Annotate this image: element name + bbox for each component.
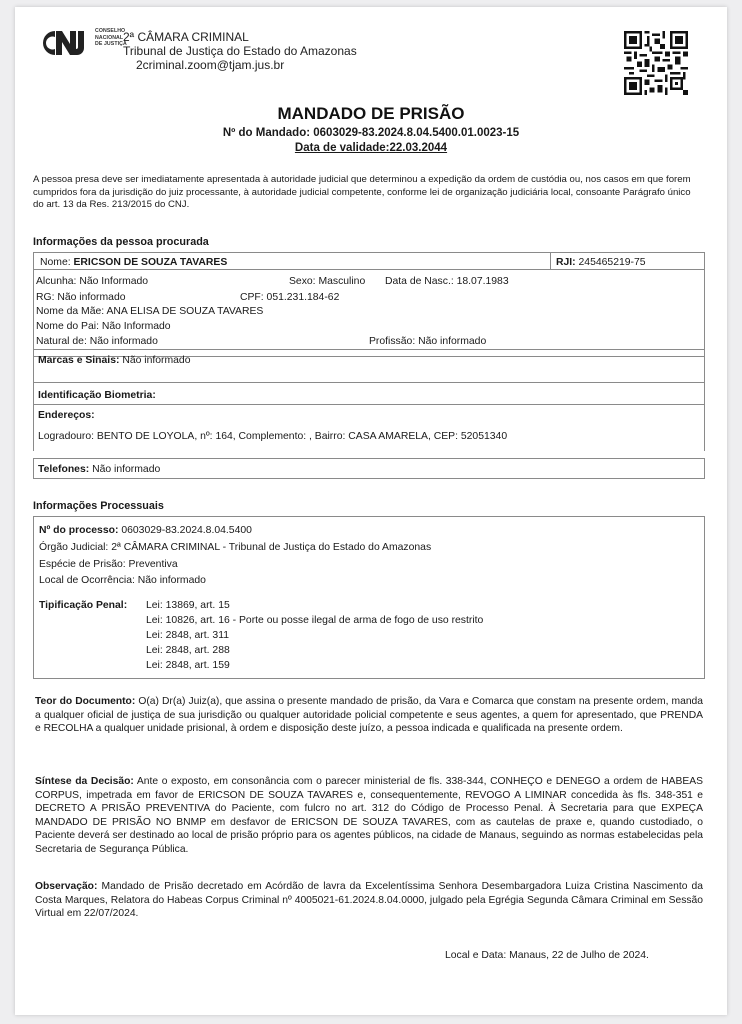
warrant-number: Nº do Mandado: 0603029-83.2024.8.04.5400.01.0023-15 [222,127,520,139]
occurrence-location: Local de Ocorrência: Não informado [39,575,206,586]
process-section-title: Informações Processuais [33,500,164,512]
person-name: Nome: ERICSON DE SOUZA TAVARES [40,257,228,268]
cnj-logo-subtitle: CONSELHO NACIONAL DE JUSTIÇA [95,28,127,48]
alias: Alcunha: Não Informado [36,276,149,287]
court-name: Tribunal de Justiça do Estado do Amazonas [123,44,357,58]
cnj-logo-icon [39,27,91,59]
sex: Sexo: Masculino [289,276,366,287]
intro-paragraph: A pessoa presa deve ser imediatamente apresentada à autoridade judicial que determinou a expedição da ordem de custódia ou, nos casos em que forem cumpridos fora da jurisdição do juiz processante, à autoridade judicial competente, conforme lei de organização judiciária local, consoante Parágrafo único do art. 13 da Res. 213/2015 do CNJ. [33,174,691,211]
rji-divider [550,252,551,270]
mother-name: Nome da Mãe: ANA ELISA DE SOUZA TAVARES [36,306,264,317]
teor-paragraph: Teor do Documento: O(a) Dr(a) Juiz(a), que assina o presente mandado de prisão, da Vara e Comarca que constam na presente ordem, manda a qualquer oficial de justiça de sua jurisdição ou qualquer autoridade policial competente e seus agentes, a quem for apresentado, que PRENDA e RECOLHA a qualquer unidade prisional, à ordem e disposição deste juízo, a pessoa indicada e qualificada na presente ordem. [35,696,703,735]
profession: Profissão: Não informado [369,336,487,347]
court-division: 2ª CÂMARA CRIMINAL [123,30,249,44]
document-title: MANDADO DE PRISÃO [277,104,465,123]
local-and-date: Local e Data: Manaus, 22 de Julho de 2024. [445,950,649,961]
biometrics-label: Identificação Biometria: [38,390,156,401]
sintese-paragraph: Síntese da Decisão: Ante o exposto, em consonância com o parecer ministerial de fls. 338-344, CONHEÇO e DENEGO a ordem de HABEAS CORPUS, impetrada em favor de ERICSON DE SOUZA TAVARES e, consequentemente, REVOGO A LIMINAR concedida às fls. 348-351 e DECRETO A PRISÃO PREVENTIVA do Paciente, com fulcro no art. 312 do Código de Processo Penal. À Secretaria para que EXPEÇA MANDADO DE PRISÃO NO BNMP em desfavor de ERICSON DE SOUZA TAVARES, com as cautelas de praxe e, quando custodiado, o Paciente deverá ser destinado ao local de prisão próprio para os agentes públicos, na cidade de Manaus, seguindo as normas estabelecidas pela Secretaria de Segurança Pública. [35,776,703,855]
person-section-title: Informações da pessoa procurada [33,236,209,248]
rg: RG: Não informado [36,292,126,303]
rji-value: RJI: 245465219-75 [556,257,646,268]
qr-code-icon [624,31,688,95]
penal-item: Lei: 2848, art. 288 [146,645,230,656]
penal-item: Lei: 10826, art. 16 - Porte ou posse ilegal de arma de fogo de uso restrito [146,615,484,626]
address: Logradouro: BENTO DE LOYOLA, nº: 164, Complemento: , Bairro: CASA AMARELA, CEP: 52051340 [38,431,508,442]
marks: Marcas e Sinais: Não informado [38,355,191,366]
penal-label: Tipificação Penal: [39,600,128,611]
birthplace: Natural de: Não informado [36,336,158,347]
arrest-type: Espécie de Prisão: Preventiva [39,559,178,570]
father-name: Nome do Pai: Não Informado [36,321,171,332]
addresses-box [33,404,705,451]
penal-item: Lei: 2848, art. 311 [146,630,229,641]
judicial-organ: Órgão Judicial: 2ª CÂMARA CRIMINAL - Tribunal de Justiça do Estado do Amazonas [39,542,432,553]
court-email: 2criminal.zoom@tjam.jus.br [136,58,285,72]
birth-date: Data de Nasc.: 18.07.1983 [385,276,509,287]
phones: Telefones: Não informado [38,464,161,475]
observacao-paragraph: Observação: Mandado de Prisão decretado em Acórdão de lavra da Excelentíssima Senhora Desembargadora Luiza Cristina Nascimento da Costa Marques, Relatora do Habeas Corpus Criminal nº 4005021-61.2024.8.04.0000, julgado pela Egrégia Segunda Câmara Criminal em Sessão Virtual em 22/07/2024. [35,881,703,920]
penal-item: Lei: 13869, art. 15 [146,600,230,611]
cpf: CPF: 051.231.184-62 [240,292,340,303]
process-number: Nº do processo: 0603029-83.2024.8.04.5400 [39,525,252,536]
document-page [15,7,727,1015]
penal-item: Lei: 2848, art. 159 [146,660,230,671]
validity-date: Data de validade:22.03.2044 [294,142,448,154]
addresses-label: Endereços: [38,410,95,421]
